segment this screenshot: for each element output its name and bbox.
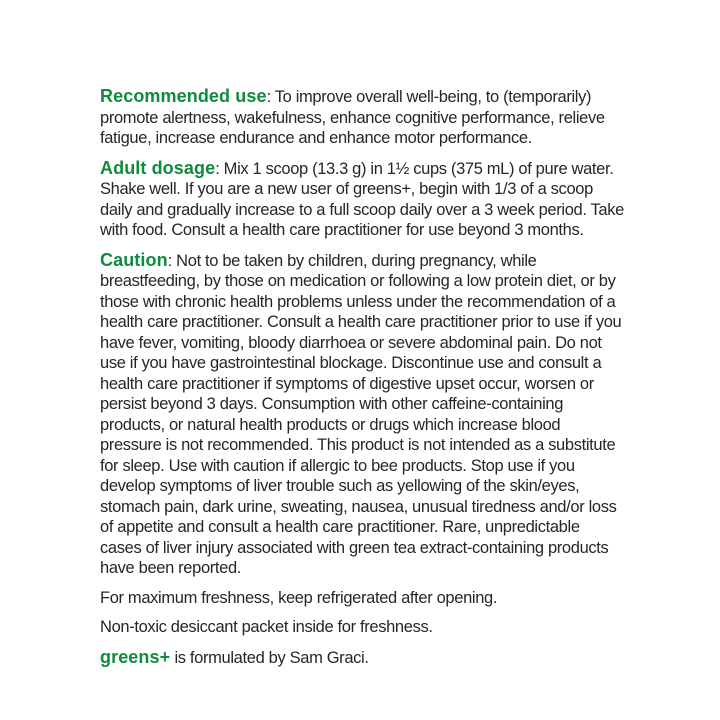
greens-plus-brand-name: greens+ <box>100 646 171 667</box>
adult-dosage-heading: Adult dosage <box>100 157 216 178</box>
label-text-block <box>100 86 624 677</box>
caution-section <box>100 250 624 579</box>
caution-body: : Not to be taken by children, during pregnancy, while breastfeeding, by those on medication or following a low protein diet, or by those with chronic health problems unless under the recommendation of a health care practitioner. Consult a health care practitioner prior to use if you have fever, vomiting, bloody diarrhoea or severe abdominal pain. Do not use if you have gastrointestinal blockage. Discontinue use and consult a health care practitioner if symptoms of digestive upset occur, worsen or persist beyond 3 days. Consumption with other caffeine-containing products, or natural health products or drugs which increase blood pressure is not recommended. This product is not intended as a substitute for sleep. Use with caution if allergic to bee products. Stop use if you develop symptoms of liver trouble such as yellowing of the skin/eyes, stomach pain, dark urine, sweating, nausea, unusual tiredness and/or loss of appetite and consult a health care practitioner. Rare, unpredictable cases of liver injury associated with green tea extract-containing products have been reported. <box>100 251 622 577</box>
adult-dosage-body: : Mix 1 scoop (13.3 g) in 1½ cups (375 mL) of pure water. Shake well. If you are a new user of greens+, begin with 1/3 of a scoop daily and gradually increase to a full scoop daily over a 3 week period. Take with food. Consult a health care practitioner for use beyond 3 months. <box>100 159 624 239</box>
recommended-use-heading: Recommended use <box>100 86 267 106</box>
formulated-by-note <box>100 647 624 669</box>
desiccant-note <box>100 617 624 638</box>
desiccant-note-text: Non-toxic desiccant packet inside for freshness. <box>100 618 433 636</box>
caution-heading: Caution <box>100 249 168 270</box>
recommended-use-body: : To improve overall well-being, to (temporarily) promote alertness, wakefulness, enhance cognitive performance, relieve fatigue, increase endurance and enhance motor performance. <box>100 88 605 147</box>
formulated-by-text: is formulated by Sam Graci. <box>170 648 369 667</box>
adult-dosage-section <box>100 158 624 241</box>
freshness-note <box>100 588 624 609</box>
recommended-use-section <box>100 86 624 149</box>
freshness-note-text: For maximum freshness, keep refrigerated after opening. <box>100 588 498 607</box>
